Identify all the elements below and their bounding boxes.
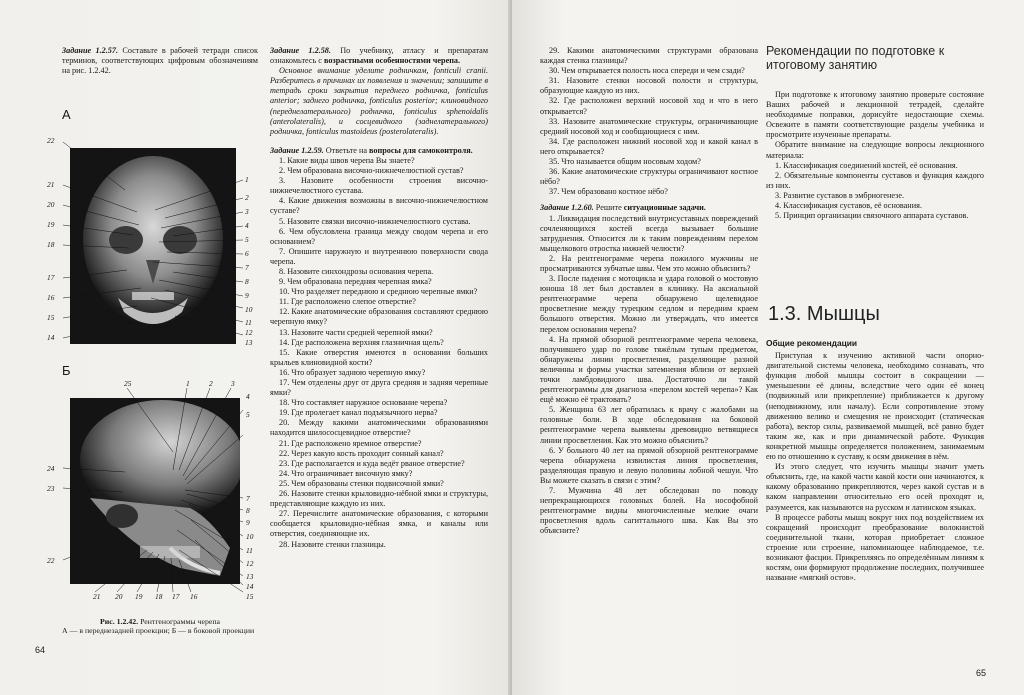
question-item: 30. Чем открывается полость носа спереди и чем сзади? <box>549 66 745 76</box>
xray-a-num: 2 <box>245 193 249 202</box>
xray-a-num: 13 <box>245 338 253 347</box>
muscles-block <box>766 338 984 583</box>
question-item: 17. Чем отделены друг от друга средняя и задняя черепные ямки? <box>270 378 488 398</box>
xray-b-num: 11 <box>246 546 253 555</box>
xray-b-num: 12 <box>246 559 254 568</box>
xray-a-num: 8 <box>245 277 249 286</box>
question-item: 35. Что называется общим носовым ходом? <box>549 157 701 167</box>
xray-b-num: 25 <box>124 379 132 388</box>
xray-a-num: 19 <box>47 220 55 229</box>
task-1259-text-b: вопросы для самоконтроля. <box>369 145 473 155</box>
question-item: 7. Опишите наружную и внутреннюю поверхности свода черепа. <box>270 246 488 266</box>
question-item: 25. Чем образованы стенки подвисочной ямки? <box>279 478 444 488</box>
recommendations-attention: Обратите внимание на следующие вопросы лекционного материала: <box>766 140 984 160</box>
xray-b-num: 16 <box>190 592 198 601</box>
question-item: 32. Где расположен верхний носовой ход и что в него открывается? <box>540 96 758 116</box>
figure-caption-title-rest: Рентгенограммы черепа <box>140 617 220 626</box>
question-item: 23. Где располагается и куда ведёт рваное отверстие? <box>279 458 465 468</box>
xray-a-num: 3 <box>245 207 249 216</box>
question-item: 31. Назовите стенки носовой полости и структуры, образующие каждую из них. <box>540 76 758 96</box>
xray-b-num: 22 <box>47 556 55 565</box>
recommendations-intro: При подготовке к итоговому занятию проверьте состояние Ваших рабочей и лекционной тетрадей, сделайте необходимые поправки, дорисуйте недостающие схемы. Освежите в памяти соответствующие разделы учебника и просмотрите изученные препараты. <box>766 90 984 140</box>
question-item: 11. Где расположено слепое отверстие? <box>279 297 416 307</box>
xray-b-num: 2 <box>209 379 213 388</box>
task-1258-paragraph: Основное внимание уделите родничкам, fonticuli cranii. Разберитесь в причинах их появления и значении; запишите в тетрадь сроки закрытия переднего родничка, fonticulus anterior; заднего родничка, fonticulus posterior; клиновидного (переднелатерального) родничка, fonticulus sphenoidalis (anterolateralis), и сосцевидного (заднелатерального) родничка, fonticulus mastoideus (posterolateralis). <box>270 66 488 136</box>
xray-a-num: 22 <box>47 136 55 145</box>
case-item: 2. На рентгенограмме черепа пожилого мужчины не просматриваются зубчатые швы. Чем это можно объяснить? <box>540 253 758 273</box>
recommendation-item: 5. Принцип организации связочного аппарата суставов. <box>775 211 969 221</box>
question-item: 34. Где расположен нижний носовой ход и какой канал в него открывается? <box>540 136 758 156</box>
question-item: 12. Какие анатомические образования составляют среднюю черепную ямку? <box>270 307 488 327</box>
xray-b-num: 19 <box>135 592 143 601</box>
question-item: 3. Назовите особенности строения височно-нижнечелюстного сустава. <box>270 176 488 196</box>
right-page-left-column <box>540 46 758 537</box>
xray-b-num: 1 <box>186 379 190 388</box>
section-heading-muscles: 1.3. Мышцы <box>768 303 880 325</box>
question-item: 33. Назовите анатомические структуры, ограничивающие средний носовой ход и сообщающиеся с ним. <box>540 116 758 136</box>
muscles-para-3: В процессе работы мышц вокруг них под воздействием их сокращений происходит преобразование волокнистой соединительной ткани, которая приобретает сложное строение или строение, напоминающее наблюдаемое, т.е. возникают фасции. Прикрепляясь по определённым линиям к костям, они формируют продолжение последних, получившее название «мягкий остов». <box>766 512 984 583</box>
cases-list <box>540 214 758 537</box>
question-item: 19. Где пролегает канал подъязычного нерва? <box>279 408 438 418</box>
figure-label-a: А <box>62 107 71 122</box>
xray-b-num: 13 <box>246 572 254 581</box>
figure-label-b: Б <box>62 363 71 378</box>
xray-b-num: 3 <box>231 379 235 388</box>
xray-b-num: 18 <box>155 592 163 601</box>
xray-a-num: 7 <box>245 263 249 272</box>
question-item: 26. Назовите стенки крыловидно-нёбной ямки и структуры, представляющие каждую из них. <box>270 489 488 509</box>
xray-a-num: 1 <box>245 175 249 184</box>
xray-a-num: 15 <box>47 313 55 322</box>
xray-b-num: 23 <box>47 484 55 493</box>
question-item: 36. Какие анатомические структуры ограничивают костное нёбо? <box>540 167 758 187</box>
xray-b-num: 20 <box>115 592 123 601</box>
questions-list-right <box>540 46 758 197</box>
question-item: 29. Какими анатомическими структурами образована каждая стенка глазницы? <box>540 46 758 66</box>
question-item: 22. Через какую кость проходит сонный канал? <box>279 448 444 458</box>
questions-list-left <box>270 156 488 550</box>
figure-caption-title: Рис. 1.2.42. <box>100 617 139 626</box>
xray-b-num: 14 <box>246 582 254 591</box>
question-item: 10. Что разделяет переднюю и среднюю черепные ямки? <box>279 287 478 297</box>
recommendation-item: 3. Развитие суставов в эмбриогенезе. <box>775 190 905 200</box>
task-1260-text-b: ситуационные задачи. <box>623 203 706 213</box>
xray-b-num: 17 <box>172 592 180 601</box>
xray-a-num: 12 <box>245 328 253 337</box>
xray-a-num: 18 <box>47 240 55 249</box>
recommendations-block <box>766 90 984 221</box>
task-1258-text-a: По учебнику, атласу и препаратам ознакомьтесь с <box>270 46 488 66</box>
xray-a-num: 11 <box>245 318 252 327</box>
question-item: 13. Назовите части средней черепной ямки? <box>279 327 433 337</box>
question-item: 15. Какие отверстия имеются в основании больших крыльев клиновидной кости? <box>270 347 488 367</box>
question-item: 5. Назовите связки височно-нижнечелюстного сустава. <box>279 216 471 226</box>
xray-b-num: 10 <box>246 532 254 541</box>
xray-a-num: 5 <box>245 235 249 244</box>
muscles-subheading: Общие рекомендации <box>766 338 858 348</box>
xray-b-num: 9 <box>246 518 250 527</box>
task-1260-text-a: Решите <box>595 203 622 213</box>
question-item: 6. Чем обусловлена граница между сводом черепа и его основанием? <box>270 226 488 246</box>
task-1257 <box>62 46 258 76</box>
xray-a-num: 4 <box>245 221 249 230</box>
question-item: 8. Назовите синхондрозы основания черепа. <box>279 266 434 276</box>
question-item: 16. Что образует заднюю черепную ямку? <box>279 367 426 377</box>
task-1257-title: Задание 1.2.57. <box>62 46 119 55</box>
case-item: 4. На прямой обзорной рентгенограмме черепа человека, получившего удар по голове тяжёлым тупым предметом, обнаружены линии просветления, разделяющие разной величины и формы участки затемнения вблизи от верхней точки ламбдовидного шва. Достаточно ли такой рентгенограммы для диагноза «перелом костей черепа»? Как ещё можно её трактовать? <box>540 334 758 405</box>
page-number-left: 64 <box>35 645 46 655</box>
left-page-text-column <box>270 46 488 550</box>
question-item: 28. Назовите стенки глазницы. <box>279 539 386 549</box>
xray-a-leader-lines <box>55 130 255 350</box>
question-item: 27. Перечислите анатомические образования, с которыми сообщается крыловидно-нёбная ямка, и каналы или отверстия, соединяющие их. <box>270 509 488 539</box>
case-item: 5. Женщина 63 лет обратилась к врачу с жалобами на головные боли. В ходе обследования на боковой рентгенограмме черепа выявлены древовидно ветвящиеся линии просветления. Как это можно объяснить? <box>540 405 758 445</box>
recommendations-items <box>766 161 984 222</box>
question-item: 20. Между какими анатомическими образованиями находится шилососцевидное отверстие? <box>270 418 488 438</box>
task-1260-title: Задание 1.2.60. <box>540 203 594 213</box>
task-1258-text-b: возрастными особенностями черепа. <box>323 56 461 66</box>
xray-a-num: 20 <box>47 200 55 209</box>
task-1259-text-a: Ответьте на <box>325 145 367 155</box>
xray-b-leader-lines <box>55 380 255 600</box>
xray-a-num: 16 <box>47 293 55 302</box>
task-1259-title: Задание 1.2.59. <box>270 145 324 155</box>
recommendation-item: 4. Классификация суставов, её основания. <box>775 201 922 211</box>
right-page <box>512 0 1024 695</box>
muscles-para-1: Приступая к изучению активной части опорно-двигательной системы человека, необходимо сознавать, что функция любой мышцы состоит в сокращении — уменьшении её длины, вследствие чего один её конец (подвижный или прикрепление) приближается к другому (неподвижному, или началу). Если сопротивление этому движению велико и смещения не происходит (статическая работа), вектор силы, развиваемой мышцей, всё равно будет таким же, как и при динамической работе. Функция конкретной мышцы определяется положением, занимаемым ею по отношению к суставу, к осям движения в нём. <box>766 351 984 462</box>
question-item: 18. Что составляет наружное основание черепа? <box>279 398 448 408</box>
xray-b-num: 5 <box>246 410 250 419</box>
question-item: 4. Какие движения возможны в височно-нижнечелюстном суставе? <box>270 196 488 216</box>
recommendation-item: 2. Обязательные компоненты суставов и функция каждого из них. <box>766 170 984 190</box>
question-item: 24. Что ограничивает височную ямку? <box>279 468 413 478</box>
question-item: 1. Какие виды швов черепа Вы знаете? <box>279 155 415 165</box>
xray-b-num: 15 <box>246 592 254 601</box>
figure-caption <box>62 617 258 635</box>
question-item: 14. Где расположена верхняя глазничная щель? <box>279 337 444 347</box>
task-1257-text: Составьте в рабочей тетради список терминов, соответствующих цифровым обозначениям на рис. 1.2.42. <box>62 46 259 76</box>
case-item: 1. Ликвидация последствий внутрисуставных повреждений сочленяющихся костей всегда вызывает большие затруднения. Относится ли к таким повреждениям перелом мыщелкового отростка нижней челюсти? <box>540 213 758 253</box>
recommendations-heading: Рекомендации по подготовке к итоговому занятию <box>766 44 945 72</box>
xray-b-num: 4 <box>246 392 250 401</box>
muscles-para-2: Из этого следует, что изучить мышцы значит уметь объяснить, где, на какой части какой кости они начинаются, к какому образованию прикрепляются, через какой сустав и в каком направлении относительно его осей проходят и, разумеется, как называются на русском и латинском языках. <box>766 462 984 512</box>
question-item: 21. Где расположено яремное отверстие? <box>279 438 422 448</box>
xray-a-num: 10 <box>245 305 253 314</box>
recommendation-item: 1. Классификация соединений костей, её основания. <box>775 160 958 170</box>
xray-b-num: 8 <box>246 506 250 515</box>
xray-a-num: 6 <box>245 249 249 258</box>
question-item: 2. Чем образована височно-нижнечелюстной сустав? <box>279 166 464 176</box>
case-item: 3. После падения с мотоцикла и удара головой о мостовую юноша 18 лет был доставлен в клинику. На аксиальной рентгенограмме черепа обнаружено щелевидное просветление между турецким седлом и передним краем большого отверстия. Можно ли утверждать, что имеется перелом основания черепа? <box>540 274 758 334</box>
figure-caption-text: А — в переднезадней проекции; Б — в боковой проекции <box>62 626 255 636</box>
page-number-right: 65 <box>976 668 987 678</box>
xray-a-num: 21 <box>47 180 55 189</box>
xray-b-num: 24 <box>47 464 55 473</box>
xray-b-num: 21 <box>93 592 101 601</box>
case-item: 6. У больного 40 лет на прямой обзорной рентгенограмме черепа обнаружена извилистая линия просветления, разделяющая правую и левую половины лобной чешуи. Что Вы можете сказать в связи с этим? <box>540 445 758 485</box>
xray-a-num: 17 <box>47 273 55 282</box>
case-item: 7. Мужчина 48 лет обследован по поводу непрекращающихся головных болей. На нософобной рентгенограмме видны многочисленные мелкие очаги просветления вдоль сагиттального шва. Как Вы это объясните? <box>540 486 758 536</box>
xray-a-num: 9 <box>245 291 249 300</box>
task-1258-title: Задание 1.2.58. <box>270 46 331 55</box>
xray-b-num: 7 <box>246 494 250 503</box>
xray-a-num: 14 <box>47 333 55 342</box>
question-item: 9. Чем образована передняя черепная ямка? <box>279 277 432 287</box>
question-item: 37. Чем образовано костное нёбо? <box>549 187 668 197</box>
